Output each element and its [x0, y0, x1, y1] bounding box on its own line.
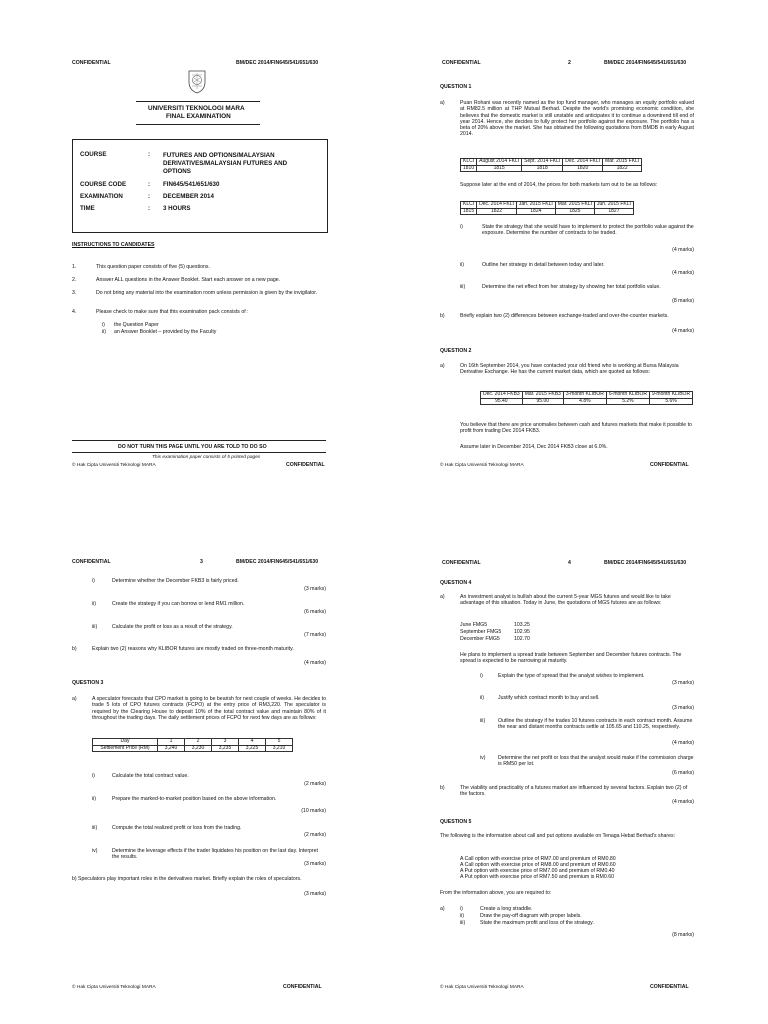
table-cell: 4.8% — [563, 398, 606, 405]
question-1a-text: Puan Rohani was recently named as the top fund manager, who manages an equity portfolio valued at RM82.5 million at THP Mutual Berhad. Despite the world's promising economic condition, she believes that the domestic market is still unstable and anticipates it to continue a downtrend till end of year 2014. Hence, she decides to fully protect her portfolio against the exposure. The portfolio has a beta of 20% above the market. She has obtained the following quotations from BMDB in early August 2014. — [460, 100, 694, 138]
subpart-num: iii) — [460, 920, 466, 926]
subpart-num: ii) — [92, 601, 97, 607]
part-label: b) — [440, 313, 445, 319]
table-cell: 5.2% — [606, 398, 649, 405]
question-2a-followup: You believe that there are price anomalies between cash and futures markets that make it possible to profit from trading Dec 2014 FKB3. — [460, 422, 692, 435]
pack-item-num: ii) — [102, 329, 107, 335]
subpart-num: iii) — [92, 825, 98, 831]
table-cell: 3,240 — [158, 745, 185, 752]
table-header: KLCI — [461, 202, 477, 209]
colon: : — [148, 193, 151, 200]
title-rule-top — [136, 101, 260, 102]
question-2-title: QUESTION 2 — [440, 348, 472, 354]
subpart-num: iii) — [480, 718, 486, 724]
header-code: BM/DEC 2014/FIN645/541/651/630 — [604, 60, 687, 66]
pack-item-num: i) — [102, 322, 105, 328]
part-label: a) — [440, 100, 445, 106]
table-header: Jan. 2015 FKLI — [516, 202, 555, 209]
colon: : — [148, 205, 151, 212]
colon: : — [148, 181, 151, 188]
instruction-text: Please check to make sure that this examination pack consists of : — [96, 309, 249, 315]
examination-value: DECEMBER 2014 — [163, 193, 214, 200]
page-number: 3 — [200, 559, 203, 565]
subpart-text: Determine the net effect from her strategy by showing her total portfolio value. — [482, 284, 661, 290]
part-label: a) — [72, 696, 77, 702]
marks: (10 marks) — [301, 808, 326, 814]
colon: : — [148, 151, 151, 158]
table-cell: 1827 — [594, 208, 633, 215]
table-header: August 2014 FKLI — [477, 159, 522, 166]
table-cell: 3,230 — [185, 745, 212, 752]
question-2a-text: On 16th September 2014, you have contacted your old friend who is working at Bursa Malaysia Derivative Exchange. He has the current market data, which are quoted as follows: — [460, 363, 679, 376]
table-header: Dec. 2014 FKB3 — [481, 392, 523, 399]
marks: (6 marks) — [672, 770, 694, 776]
question-3b-text: b) Speculators play important roles in the derivatives market. Briefly explain the roles of speculators. — [72, 876, 302, 882]
question-4a-followup: He plans to implement a spread trade between September and December futures contracts. The spread is expected to be narrowing at maturity. — [460, 652, 682, 665]
footer-copyright: © Hak Cipta Universiti Teknologi MARA — [440, 985, 524, 990]
subpart-num: i) — [92, 773, 95, 779]
fkli-table-december — [460, 201, 634, 215]
table-cell: 3,235 — [212, 745, 239, 752]
pack-item-text: an Answer Booklet – provided by the Faculty — [114, 329, 217, 335]
marks: (4 marks) — [672, 270, 694, 276]
table-header: Dec. 2014 FKLI — [477, 202, 517, 209]
subpart-num: iv) — [92, 848, 98, 854]
option-line: A Call option with exercise price of RM8.00 and premium of RM0.60 — [460, 862, 616, 868]
klibor-table — [480, 391, 693, 405]
subpart-text: Create the strategy if you can borrow or lend RM1 million. — [112, 601, 245, 607]
subpart-text: Draw the pay-off diagram with proper labels. — [480, 913, 582, 919]
part-label: b) — [440, 785, 445, 791]
instruction-text: This question paper consists of five (5) questions. — [96, 264, 210, 270]
quote-price: 103.25 — [514, 622, 530, 628]
marks: (8 marks) — [672, 298, 694, 304]
subpart-num: iii) — [92, 624, 98, 630]
table-header: KLCI — [461, 159, 477, 166]
instructions-title: INSTRUCTIONS TO CANDIDATES — [72, 242, 155, 248]
marks: (4 marks) — [672, 799, 694, 805]
table-cell: 1825 — [555, 208, 594, 215]
marks: (2 marks) — [304, 832, 326, 838]
subpart-num: ii) — [460, 913, 465, 919]
table-header: 4 — [239, 739, 266, 746]
instruction-num: 2. — [72, 277, 77, 283]
table-cell: 5.6% — [649, 398, 692, 405]
subpart-num: ii) — [460, 262, 465, 268]
subpart-num: i) — [460, 906, 463, 912]
table-cell: 1820 — [563, 165, 603, 172]
header-left: CONFIDENTIAL — [442, 560, 481, 566]
table-header: Day — [93, 739, 158, 746]
table-header: Sept. 2014 FKLI — [522, 159, 563, 166]
table-header: 9-month KLIBOR — [649, 392, 692, 399]
pack-item-text: the Question Paper — [114, 322, 159, 328]
subpart-text: Determine the leverage effects if the trader liquidates his position on the last day. Interpret the results. — [112, 848, 318, 861]
table-header: 3 — [212, 739, 239, 746]
part-label: a) — [440, 363, 445, 369]
table-header: 3-month KLIBOR — [563, 392, 606, 399]
course-value: FUTURES AND OPTIONS/MALAYSIAN DERIVATIVES/MALAYSIAN FUTURES AND OPTIONS — [163, 152, 288, 175]
table-header: Jun. 2015 FKLI — [594, 202, 633, 209]
page-2 — [384, 0, 768, 512]
footer-copyright: © Hak Cipta Universiti Teknologi MARA — [72, 463, 156, 468]
table-cell: 1822 — [603, 165, 642, 172]
table-header: 1 — [158, 739, 185, 746]
table-cell: 3,210 — [266, 745, 293, 752]
question-1b-text: Briefly explain two (2) differences between exchange-traded and over-the-counter markets. — [460, 313, 669, 319]
marks: (2 marks) — [304, 781, 326, 787]
question-4-title: QUESTION 4 — [440, 580, 472, 586]
page-number: 4 — [568, 560, 571, 566]
header-code: BM/DEC 2014/FIN645/541/651/630 — [236, 559, 319, 565]
instruction-text: Answer ALL questions in the Answer Booklet. Start each answer on a new page. — [96, 277, 281, 283]
marks: (4 marks) — [304, 660, 326, 666]
footer-copyright: © Hak Cipta Universiti Teknologi MARA — [72, 985, 156, 990]
subpart-text: Calculate the total contract value. — [112, 773, 189, 779]
university-name: UNIVERSITI TEKNOLOGI MARA — [148, 105, 245, 112]
subpart-text: Justify which contract month to buy and sell. — [498, 695, 600, 701]
settlement-price-table — [92, 738, 293, 752]
marks: (4 marks) — [672, 247, 694, 253]
course-info-box — [72, 139, 328, 233]
part-label: b) — [72, 646, 77, 652]
header-code: BM/DEC 2014/FIN645/541/651/630 — [236, 60, 319, 66]
question-2b-text: Explain two (2) reasons why KLIBOR futures are mostly traded on three-month maturity. — [92, 646, 294, 652]
table-header: 6-month KLIBOR — [606, 392, 649, 399]
table-cell: 1815 — [477, 165, 522, 172]
question-1a-followup: Suppose later at the end of 2014, the prices for both markets turn out to be as follows: — [460, 182, 658, 188]
time-value: 3 HOURS — [163, 205, 191, 212]
subpart-text: Explain the type of spread that the analyst wishes to implement. — [498, 673, 645, 679]
table-cell: Settlement Price (RM) — [93, 745, 158, 752]
question-4a-text: An investment analyst is bullish about the current 5-year MGS futures and would like to take advantage of this situation. Today in June, the quotations of MGS futures are as follows: — [460, 594, 671, 607]
subpart-num: iv) — [480, 755, 486, 761]
fkli-table-august — [460, 158, 642, 172]
marks: (4 marks) — [672, 328, 694, 334]
table-cell: 3,225 — [239, 745, 266, 752]
question-4b-text: The viability and practicality of a futures market are influenced by several factors. Explain two (2) of the factors. — [460, 785, 688, 798]
table-header: 2 — [185, 739, 212, 746]
subpart-text: State the maximum profit and loss of the strategy. — [480, 920, 594, 926]
course-code-value: FIN645/541/651/630 — [163, 181, 220, 188]
table-cell: 1818 — [522, 165, 563, 172]
question-5-title: QUESTION 5 — [440, 819, 472, 825]
footer-confidential: CONFIDENTIAL — [286, 462, 325, 468]
course-code-label: COURSE CODE — [80, 181, 127, 188]
footer-copyright: © Hak Cipta Universiti Teknologi MARA — [440, 463, 524, 468]
footer-confidential: CONFIDENTIAL — [283, 984, 322, 990]
title-rule-bottom — [136, 124, 260, 125]
table-cell: 1824 — [516, 208, 555, 215]
quote-name: June FMG5 — [460, 622, 488, 628]
table-header: Dec. 2014 FKLI — [563, 159, 603, 166]
subpart-text: Outline her strategy in detail between today and later. — [482, 262, 605, 268]
subpart-text: Compute the total realized profit or loss from the trading. — [112, 825, 242, 831]
page-3 — [0, 512, 384, 1024]
time-label: TIME — [80, 205, 95, 212]
page-1 — [0, 0, 384, 512]
subpart-text: Determine the net profit or loss that the analyst would make if the commission charge is RM50 per lot. — [498, 755, 694, 768]
marks: (4 marks) — [672, 740, 694, 746]
printed-pages-note: This examination paper consists of 5 printed pages — [152, 455, 261, 460]
examination-label: EXAMINATION — [80, 193, 123, 200]
header-left: CONFIDENTIAL — [442, 60, 481, 66]
header-left: CONFIDENTIAL — [72, 60, 111, 66]
quote-name: September FMG5 — [460, 629, 502, 635]
subpart-num: ii) — [480, 695, 485, 701]
question-2a-assumption: Assume later in December 2014, Dec 2014 FKB3 close at 6.0%. — [460, 444, 608, 450]
exam-title: FINAL EXAMINATION — [166, 113, 231, 120]
subpart-text: State the strategy that she would have to implement to protect the portfolio value against the exposure. Determine the number of contracts to be traded. — [482, 224, 694, 237]
subpart-text: Create a long straddle. — [480, 906, 533, 912]
marks: (3 marks) — [304, 891, 326, 897]
table-header: 5 — [266, 739, 293, 746]
instruction-num: 4. — [72, 309, 77, 315]
marks: (6 marks) — [304, 609, 326, 615]
marks: (7 marks) — [304, 632, 326, 638]
option-line: A Put option with exercise price of RM7.00 and premium of RM0.40 — [460, 868, 615, 874]
question-3-title: QUESTION 3 — [72, 680, 104, 686]
subpart-num: i) — [480, 673, 483, 679]
subpart-num: ii) — [92, 796, 97, 802]
notice-rule-bottom — [72, 452, 326, 453]
part-label: a) — [440, 594, 445, 600]
subpart-num: i) — [460, 224, 463, 230]
marks: (3 marks) — [672, 705, 694, 711]
footer-confidential: CONFIDENTIAL — [650, 984, 689, 990]
table-cell: 95.40 — [481, 398, 523, 405]
subpart-text: Prepare the marked-to-market position based on the above information. — [112, 796, 277, 802]
quote-price: 102.95 — [514, 629, 530, 635]
subpart-text: Calculate the profit or loss as a result of the strategy. — [112, 624, 233, 630]
subpart-num: iii) — [460, 284, 466, 290]
table-cell: 1810 — [461, 165, 477, 172]
footer-confidential: CONFIDENTIAL — [650, 462, 689, 468]
table-header: Mar. 2015 FKLI — [603, 159, 642, 166]
do-not-turn-notice: DO NOT TURN THIS PAGE UNTIL YOU ARE TOLD TO DO SO — [118, 444, 267, 450]
page-4 — [384, 512, 768, 1024]
instruction-num: 1. — [72, 264, 77, 270]
question-5-instruction: From the information above, you are required to: — [440, 890, 552, 896]
question-3a-text: A speculator forecasts that CPO market is going to be bearish for next couple of weeks. He decides to trade 5 lots of CPO futures contracts (FCPO) at the entry price of RM3,220. The speculator is required by the Clearing House to deposit 10% of the total contract value and maintain 80% of it throughout the trading days. The daily settlement prices of FCPO for next few days are as follows: — [92, 696, 326, 721]
header-code: BM/DEC 2014/FIN645/541/651/630 — [604, 560, 687, 566]
question-1-title: QUESTION 1 — [440, 84, 472, 90]
marks: (3 marks) — [672, 680, 694, 686]
table-cell: 1815 — [461, 208, 477, 215]
page-number: 2 — [568, 60, 571, 66]
subpart-text: Determine whether the December FKB3 is fairly priced. — [112, 578, 239, 584]
quote-price: 102.70 — [514, 636, 530, 642]
table-cell: 1822 — [477, 208, 517, 215]
marks: (3 marks) — [304, 586, 326, 592]
instruction-num: 3. — [72, 290, 77, 296]
question-5-text: The following is the information about call and put options available on Tenaga Hebat Berhad's shares: — [440, 833, 676, 839]
table-cell: 95.00 — [522, 398, 563, 405]
option-line: A Call option with exercise price of RM7.00 and premium of RM0.80 — [460, 856, 616, 862]
subpart-text: Outline the strategy if he trades 10 futures contracts in each contract month. Assume the near and distant months contracts settle at 105.65 and 110.25, respectively. — [498, 718, 693, 731]
course-label: COURSE — [80, 151, 107, 158]
part-label: a) — [440, 906, 445, 912]
table-header: Mar. 2015 FKLI — [555, 202, 594, 209]
marks: (3 marks) — [304, 861, 326, 867]
notice-rule-top — [72, 440, 326, 441]
option-line: A Put option with exercise price of RM7.50 and premium is RM0.60 — [460, 874, 614, 880]
marks: (8 marks) — [672, 932, 694, 938]
header-left: CONFIDENTIAL — [72, 559, 111, 565]
table-header: Mar. 2015 FKB3 — [522, 392, 563, 399]
instruction-text: Do not bring any material into the examination room unless permission is given by the invigilator. — [96, 290, 318, 296]
subpart-num: i) — [92, 578, 95, 584]
quote-name: December FMG5 — [460, 636, 500, 642]
university-crest-icon — [186, 68, 208, 94]
